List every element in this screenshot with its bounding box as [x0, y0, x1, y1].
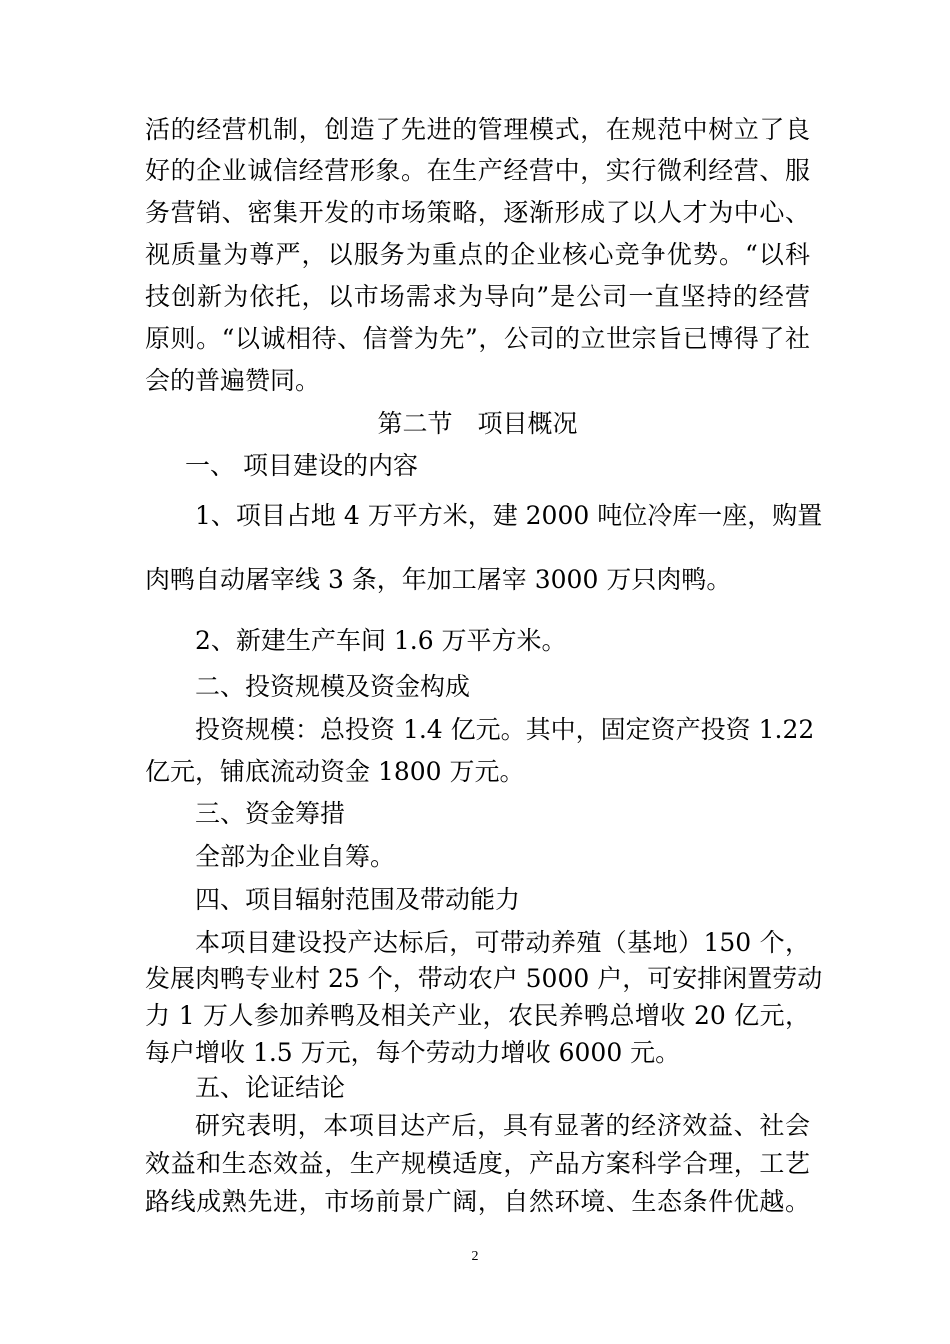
heading-item-1: 一、 项目建设的内容: [185, 451, 418, 480]
paragraph-line: 2、新建生产车间 1.6 万平方米。: [195, 626, 567, 655]
paragraph-line: 全部为企业自筹。: [195, 842, 396, 871]
heading-item-5: 五、论证结论: [195, 1073, 346, 1102]
paragraph-line: 务营销、密集开发的市场策略，逐渐形成了以人才为中心、: [145, 198, 810, 227]
page-number: 2: [471, 1249, 479, 1264]
paragraph-line: 效益和生态效益，生产规模适度，产品方案科学合理，工艺: [145, 1149, 810, 1178]
heading-item-4: 四、项目辐射范围及带动能力: [195, 885, 521, 914]
paragraph-line: 视质量为尊严，以服务为重点的企业核心竞争优势。“以科: [145, 240, 810, 269]
paragraph-line: 会的普遍赞同。: [145, 366, 321, 395]
paragraph-line: 本项目建设投产达标后，可带动养殖（基地）150 个，: [195, 928, 810, 957]
paragraph-line: 1、项目占地 4 万平方米，建 2000 吨位冷库一座，购置: [195, 501, 823, 530]
paragraph-line: 好的企业诚信经营形象。在生产经营中，实行微利经营、服: [145, 156, 810, 185]
paragraph-line: 活的经营机制，创造了先进的管理模式，在规范中树立了良: [145, 115, 810, 144]
heading-item-2: 二、投资规模及资金构成: [195, 672, 471, 701]
paragraph-line: 力 1 万人参加养鸭及相关产业，农民养鸭总增收 20 亿元，: [145, 1001, 810, 1030]
paragraph-line: 肉鸭自动屠宰线 3 条，年加工屠宰 3000 万只肉鸭。: [145, 565, 732, 594]
paragraph-line: 发展肉鸭专业村 25 个，带动农户 5000 户，可安排闲置劳动: [145, 964, 823, 993]
paragraph-line: 投资规模：总投资 1.4 亿元。其中，固定资产投资 1.22: [195, 715, 815, 744]
section-title: 第二节 项目概况: [377, 409, 578, 438]
paragraph-line: 路线成熟先进，市场前景广阔，自然环境、生态条件优越。: [145, 1187, 810, 1216]
heading-item-3: 三、资金筹措: [195, 799, 346, 828]
paragraph-line: 每户增收 1.5 万元，每个劳动力增收 6000 元。: [145, 1038, 681, 1067]
paragraph-line: 研究表明，本项目达产后，具有显著的经济效益、社会: [195, 1111, 810, 1140]
paragraph-line: 亿元，铺底流动资金 1800 万元。: [145, 757, 525, 786]
paragraph-line: 原则。“以诚相待、信誉为先”，公司的立世宗旨已博得了社: [145, 324, 810, 353]
paragraph-line: 技创新为依托，以市场需求为导向”是公司一直坚持的经营: [145, 282, 810, 311]
